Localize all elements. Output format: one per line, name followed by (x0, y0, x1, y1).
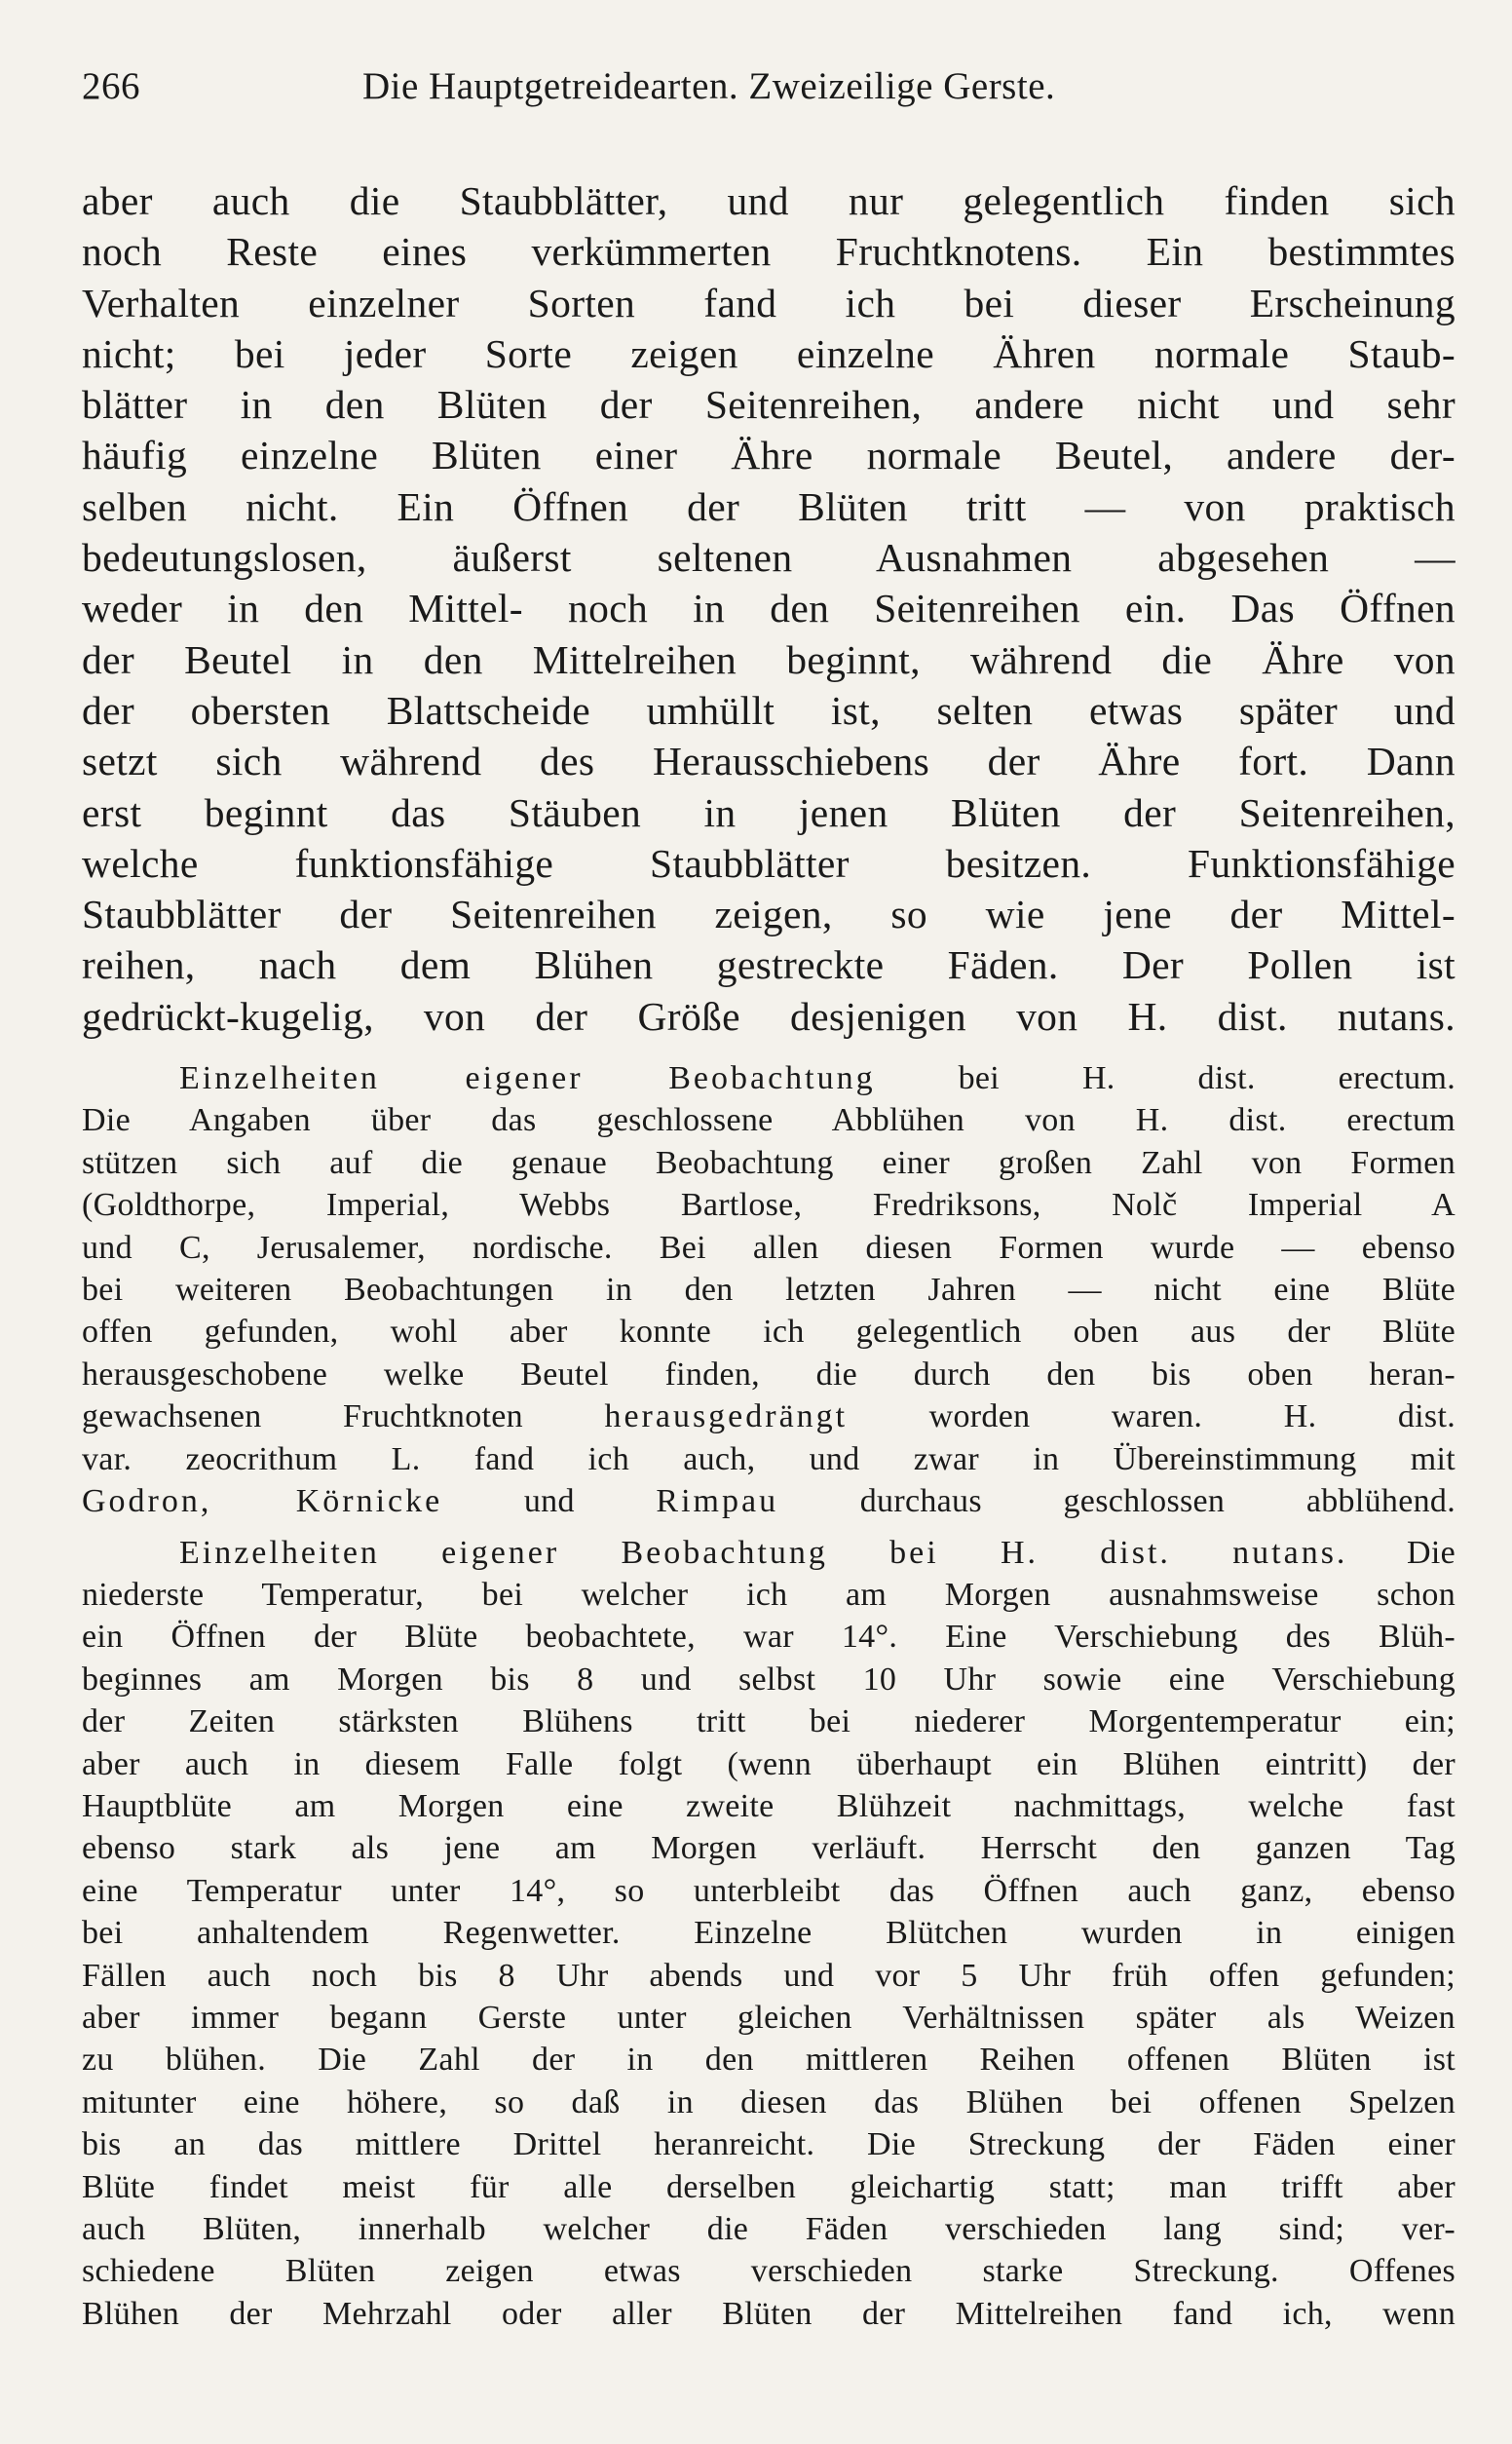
text-line: bedeutungslosen, äußerst seltenen Ausnahmen abgesehen — (82, 535, 1455, 581)
text-line: offen gefunden, wohl aber konnte ich gelegentlich oben aus der Blüte (82, 1314, 1455, 1351)
text-line: zu blühen. Die Zahl der in den mittleren Reihen offenen Blüten ist (82, 2042, 1455, 2079)
text-line: blätter in den Blüten der Seitenreihen, andere nicht und sehr (82, 382, 1455, 428)
text-line: welche funktionsfähige Staubblätter besitzen. Funktionsfähige (82, 840, 1455, 886)
text-line: bei anhaltendem Regenwetter. Einzelne Blütchen wurden in einigen (82, 1915, 1455, 1952)
text-line: aber auch die Staubblätter, und nur gelegentlich finden sich (82, 178, 1455, 223)
text-line: bei weiteren Beobachtungen in den letzten Jahren — nicht eine Blüte (82, 1272, 1455, 1309)
page-number: 266 (82, 65, 140, 107)
nutans-section (82, 1532, 1455, 2336)
text-line: (Goldthorpe, Imperial, Webbs Bartlose, Fredriksons, Nolč Imperial A (82, 1187, 1455, 1224)
text-line: stützen sich auf die genaue Beobachtung einer großen Zahl von Formen (82, 1144, 1455, 1181)
text-line: Blüte findet meist für alle derselben gleichartig statt; man trifft aber (82, 2168, 1455, 2205)
main-paragraph (82, 175, 1455, 1042)
text-line: Hauptblüte am Morgen eine zweite Blühzeit nachmittags, welche fast (82, 1787, 1455, 1824)
text-run: und (442, 1483, 657, 1520)
text-line: nicht; bei jeder Sorte zeigen einzelne Ähren normale Staub- (82, 330, 1455, 376)
section-heading-rest: Die (1347, 1534, 1455, 1571)
text-line: aber auch in diesem Falle folgt (wenn überhaupt ein Blühen eintritt) der (82, 1745, 1455, 1782)
text-line: niederste Temperatur, bei welcher ich am Morgen ausnahmsweise schon (82, 1576, 1455, 1613)
text-line: ein Öffnen der Blüte beobachtete, war 14°. Eine Verschiebung des Blüh- (82, 1619, 1455, 1656)
text-line: bis an das mittlere Drittel heranreicht. Die Streckung der Fäden einer (82, 2126, 1455, 2163)
text-line: var. zeocrithum L. fand ich auch, und zwar in Übereinstimmung mit (82, 1440, 1455, 1477)
erectum-section (82, 1057, 1455, 1522)
text-line: Blühen der Mehrzahl oder aller Blüten der Mittelreihen fand ich, wenn (82, 2295, 1455, 2332)
text-line: Fällen auch noch bis 8 Uhr abends und vor 5 Uhr früh offen gefunden; (82, 1957, 1455, 1994)
text-line: weder in den Mittel- noch in den Seitenreihen ein. Das Öffnen (82, 586, 1455, 631)
text-line: mitunter eine höhere, so daß in diesen das Blühen bei offenen Spelzen (82, 2083, 1455, 2120)
text-line: beginnes am Morgen bis 8 und selbst 10 Uhr sowie eine Verschiebung (82, 1661, 1455, 1698)
text-line: auch Blüten, innerhalb welcher die Fäden verschieden lang sind; ver- (82, 2211, 1455, 2248)
text-line: der Beutel in den Mittelreihen beginnt, während die Ähre von (82, 636, 1455, 682)
text-line: eine Temperatur unter 14°, so unterbleibt das Öffnen auch ganz, ebenso (82, 1872, 1455, 1909)
text-line: reihen, nach dem Blühen gestreckte Fäden. Der Pollen ist (82, 942, 1455, 988)
section-heading-line (82, 1532, 1455, 1574)
text-run: durchaus geschlossen abblühend. (778, 1483, 1455, 1520)
emphasized-word: herausgedrängt (604, 1398, 849, 1435)
author-names: Godron, Körnicke (82, 1483, 443, 1520)
text-line: noch Reste eines verkümmerten Fruchtknotens. Ein bestimmtes (82, 229, 1455, 275)
text-line: schiedene Blüten zeigen etwas verschieden starke Streckung. Offenes (82, 2253, 1455, 2290)
section-heading-line (82, 1057, 1455, 1099)
text-line: und C, Jerusalemer, nordische. Bei allen diesen Formen wurde — ebenso (82, 1229, 1455, 1266)
text-line: Die Angaben über das geschlossene Abblühen von H. dist. erectum (82, 1102, 1455, 1139)
text-line: häufig einzelne Blüten einer Ähre normale Beutel, andere der- (82, 433, 1455, 478)
text-line: selben nicht. Ein Öffnen der Blüten tritt — von praktisch (82, 483, 1455, 529)
text-line: aber immer begann Gerste unter gleichen Verhältnissen später als Weizen (82, 1999, 1455, 2036)
author-name: Rimpau (656, 1483, 779, 1520)
text-line: gedrückt-kugelig, von der Größe desjenigen von H. dist. nutans. (82, 993, 1455, 1039)
text-line: Staubblätter der Seitenreihen zeigen, so wie jene der Mittel- (82, 892, 1455, 937)
text-line (82, 1395, 1455, 1437)
text-line: setzt sich während des Herausschiebens der Ähre fort. Dann (82, 739, 1455, 784)
section-heading: Einzelheiten eigener Beobachtung (179, 1060, 876, 1097)
text-line: der obersten Blattscheide umhüllt ist, selten etwas später und (82, 687, 1455, 733)
text-run: gewachsenen Fruchtknoten (82, 1398, 605, 1435)
page-header (82, 57, 1455, 117)
text-line: der Zeiten stärksten Blühens tritt bei niederer Morgentemperatur ein; (82, 1703, 1455, 1740)
text-line: Verhalten einzelner Sorten fand ich bei dieser Erscheinung (82, 280, 1455, 325)
running-head: Die Hauptgetreidearten. Zweizeilige Gerste. (362, 65, 1056, 107)
section-heading: Einzelheiten eigener Beobachtung bei H. dist. nutans. (179, 1534, 1348, 1571)
section-heading-rest: bei H. dist. erectum. (875, 1060, 1455, 1097)
text-line: ebenso stark als jene am Morgen verläuft. Herrscht den ganzen Tag (82, 1830, 1455, 1867)
text-line (82, 1480, 1455, 1522)
text-run: worden waren. H. dist. (848, 1398, 1455, 1435)
text-line: herausgeschobene welke Beutel finden, die durch den bis oben heran- (82, 1356, 1455, 1393)
text-line: erst beginnt das Stäuben in jenen Blüten der Seitenreihen, (82, 789, 1455, 835)
